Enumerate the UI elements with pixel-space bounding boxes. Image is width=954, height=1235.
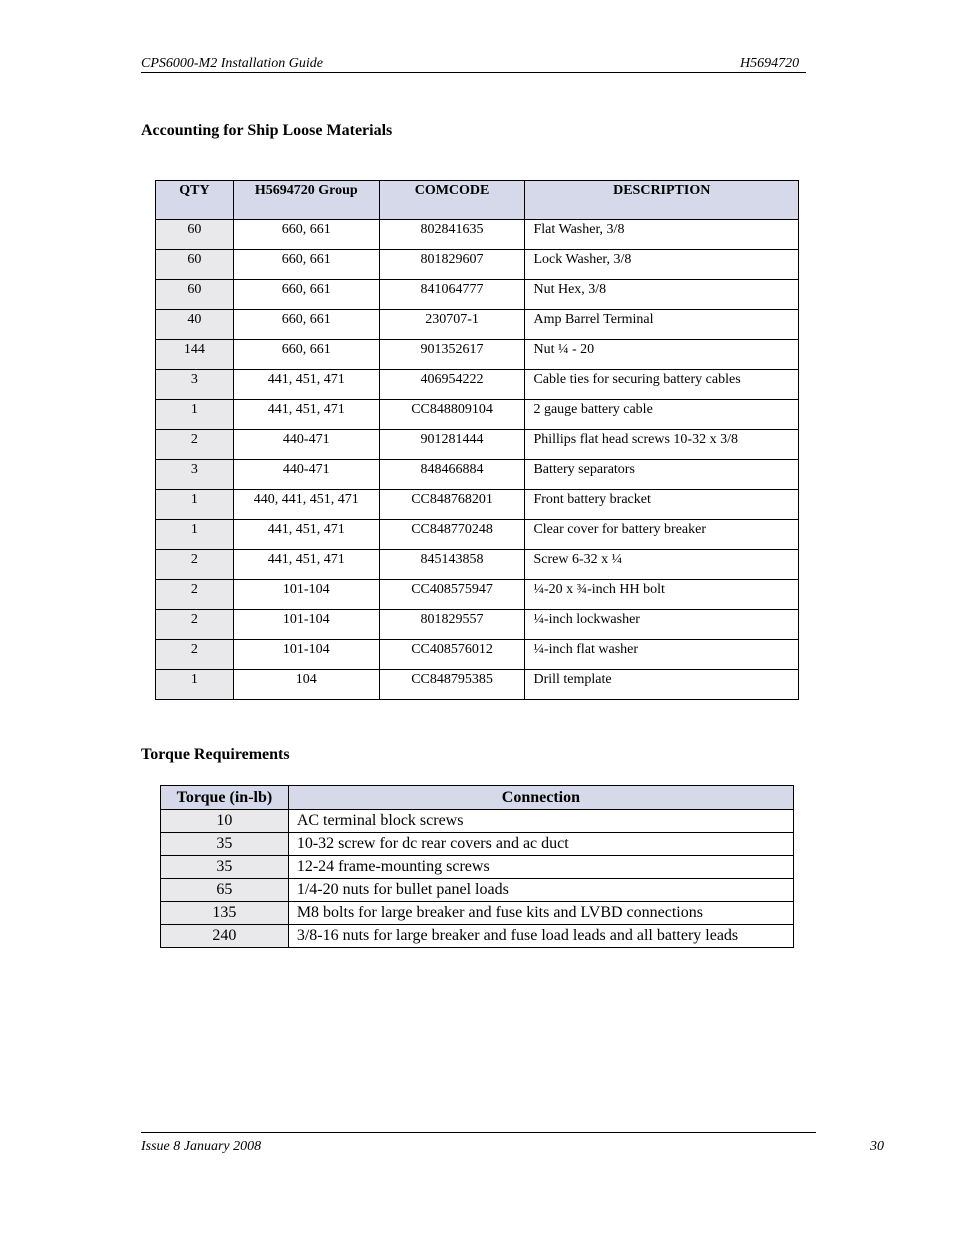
cell-description: Lock Washer, 3/8 [525, 250, 799, 280]
cell-group: 104 [233, 670, 379, 700]
col-header-torque: Torque (in-lb) [161, 786, 289, 810]
cell-description: Cable ties for securing battery cables [525, 370, 799, 400]
col-header-group: H5694720 Group [233, 181, 379, 220]
header-doc-title: CPS6000-M2 Installation Guide [141, 56, 323, 71]
footer-rule [141, 1132, 816, 1133]
table-row [156, 640, 799, 670]
ship-loose-header-row [156, 181, 799, 220]
cell-description: Flat Washer, 3/8 [525, 220, 799, 250]
table-row [156, 580, 799, 610]
table-row [156, 370, 799, 400]
cell-connection: 10-32 screw for dc rear covers and ac duct [288, 833, 793, 856]
cell-group: 441, 451, 471 [233, 520, 379, 550]
cell-comcode: CC848768201 [379, 490, 525, 520]
page-number: 30 [870, 1139, 884, 1154]
cell-group: 440-471 [233, 460, 379, 490]
cell-comcode: 848466884 [379, 460, 525, 490]
cell-torque: 10 [161, 810, 289, 833]
cell-description: 2 gauge battery cable [525, 400, 799, 430]
table-row [156, 520, 799, 550]
cell-description: ¼-inch lockwasher [525, 610, 799, 640]
cell-group: 101-104 [233, 580, 379, 610]
cell-qty: 1 [156, 520, 234, 550]
table-row [161, 856, 794, 879]
cell-qty: 3 [156, 460, 234, 490]
cell-torque: 240 [161, 925, 289, 948]
cell-qty: 2 [156, 580, 234, 610]
cell-torque: 65 [161, 879, 289, 902]
torque-table [160, 785, 794, 948]
cell-comcode: 901281444 [379, 430, 525, 460]
cell-connection: M8 bolts for large breaker and fuse kits and LVBD connections [288, 902, 793, 925]
cell-qty: 60 [156, 250, 234, 280]
table-row [156, 220, 799, 250]
cell-group: 660, 661 [233, 280, 379, 310]
cell-group: 660, 661 [233, 220, 379, 250]
table-row [161, 902, 794, 925]
cell-qty: 60 [156, 280, 234, 310]
table-row [161, 833, 794, 856]
cell-description: Nut Hex, 3/8 [525, 280, 799, 310]
header-rule [141, 72, 806, 73]
table-row [156, 490, 799, 520]
cell-qty: 2 [156, 430, 234, 460]
cell-description: Screw 6-32 x ¼ [525, 550, 799, 580]
table-row [156, 460, 799, 490]
cell-comcode: CC848795385 [379, 670, 525, 700]
cell-description: Nut ¼ - 20 [525, 340, 799, 370]
cell-qty: 2 [156, 640, 234, 670]
col-header-description: DESCRIPTION [525, 181, 799, 220]
cell-group: 660, 661 [233, 340, 379, 370]
cell-qty: 2 [156, 550, 234, 580]
cell-connection: 1/4-20 nuts for bullet panel loads [288, 879, 793, 902]
cell-qty: 1 [156, 670, 234, 700]
table-row [156, 400, 799, 430]
cell-comcode: CC408576012 [379, 640, 525, 670]
table-row [156, 610, 799, 640]
col-header-qty: QTY [156, 181, 234, 220]
cell-comcode: 802841635 [379, 220, 525, 250]
cell-group: 441, 451, 471 [233, 400, 379, 430]
col-header-comcode: COMCODE [379, 181, 525, 220]
cell-qty: 1 [156, 400, 234, 430]
cell-qty: 1 [156, 490, 234, 520]
cell-group: 101-104 [233, 640, 379, 670]
cell-description: Battery separators [525, 460, 799, 490]
cell-group: 660, 661 [233, 310, 379, 340]
table-row [161, 925, 794, 948]
cell-connection: 3/8-16 nuts for large breaker and fuse load leads and all battery leads [288, 925, 793, 948]
cell-group: 440-471 [233, 430, 379, 460]
cell-comcode: CC848809104 [379, 400, 525, 430]
cell-group: 441, 451, 471 [233, 370, 379, 400]
cell-description: Amp Barrel Terminal [525, 310, 799, 340]
cell-qty: 60 [156, 220, 234, 250]
table-row [156, 340, 799, 370]
footer-issue: Issue 8 January 2008 [141, 1139, 262, 1154]
table-row [156, 310, 799, 340]
cell-description: Front battery bracket [525, 490, 799, 520]
cell-group: 101-104 [233, 610, 379, 640]
ship-loose-table [155, 180, 799, 700]
cell-group: 440, 441, 451, 471 [233, 490, 379, 520]
cell-group: 441, 451, 471 [233, 550, 379, 580]
table-row [161, 810, 794, 833]
cell-description: ¼-inch flat washer [525, 640, 799, 670]
cell-comcode: 230707-1 [379, 310, 525, 340]
torque-title: Torque Requirements [141, 746, 290, 763]
header-doc-number: H5694720 [740, 56, 800, 71]
cell-qty: 144 [156, 340, 234, 370]
cell-description: ¼-20 x ¾-inch HH bolt [525, 580, 799, 610]
cell-connection: AC terminal block screws [288, 810, 793, 833]
table-row [156, 670, 799, 700]
table-row [156, 250, 799, 280]
cell-connection: 12-24 frame-mounting screws [288, 856, 793, 879]
cell-qty: 40 [156, 310, 234, 340]
cell-comcode: CC408575947 [379, 580, 525, 610]
cell-comcode: 901352617 [379, 340, 525, 370]
cell-description: Drill template [525, 670, 799, 700]
cell-torque: 35 [161, 856, 289, 879]
cell-group: 660, 661 [233, 250, 379, 280]
table-row [156, 550, 799, 580]
cell-torque: 35 [161, 833, 289, 856]
cell-description: Phillips flat head screws 10-32 x 3/8 [525, 430, 799, 460]
ship-loose-title: Accounting for Ship Loose Materials [141, 122, 393, 139]
torque-header-row [161, 786, 794, 810]
cell-qty: 3 [156, 370, 234, 400]
col-header-connection: Connection [288, 786, 793, 810]
cell-comcode: 845143858 [379, 550, 525, 580]
cell-comcode: CC848770248 [379, 520, 525, 550]
cell-qty: 2 [156, 610, 234, 640]
cell-torque: 135 [161, 902, 289, 925]
table-row [156, 430, 799, 460]
cell-comcode: 801829607 [379, 250, 525, 280]
cell-comcode: 406954222 [379, 370, 525, 400]
table-row [156, 280, 799, 310]
cell-description: Clear cover for battery breaker [525, 520, 799, 550]
cell-comcode: 801829557 [379, 610, 525, 640]
cell-comcode: 841064777 [379, 280, 525, 310]
table-row [161, 879, 794, 902]
